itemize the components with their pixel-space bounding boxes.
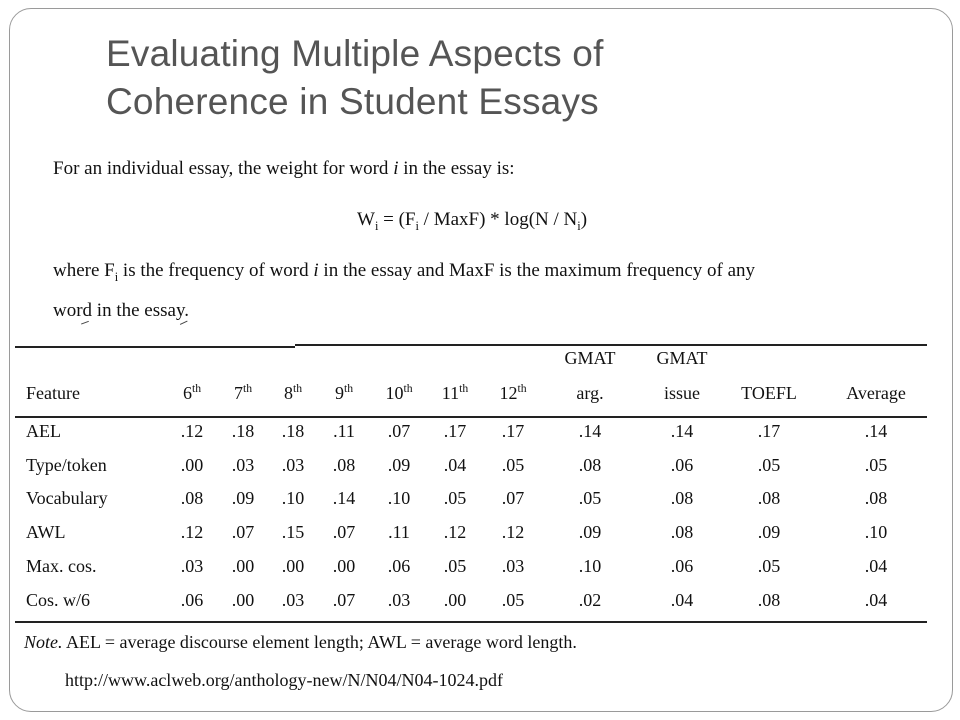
intro-variable: i <box>393 158 399 179</box>
where-line-2: word in the essay. <box>53 300 189 321</box>
where-sub: i <box>114 269 119 284</box>
weight-formula <box>357 209 587 231</box>
table-row-label: Vocabulary <box>26 488 108 509</box>
formula-f-sub: i <box>415 218 419 233</box>
table-cell: .12 <box>180 421 204 441</box>
table-cell: .09 <box>578 522 602 543</box>
table-cell: .07 <box>332 589 356 610</box>
intro-sentence <box>53 158 515 180</box>
table-cell: .00 <box>180 454 204 475</box>
table-cell: .12 <box>501 522 525 543</box>
table-row-label: AEL <box>26 421 61 441</box>
table-cell: .08 <box>578 454 602 475</box>
table-cell: .14 <box>670 421 694 441</box>
table-cell: .05 <box>578 488 602 509</box>
table-header-cell: Average <box>846 383 906 403</box>
table-cell: .17 <box>757 421 781 441</box>
table-cell: .03 <box>231 454 255 475</box>
intro-text-b: in the essay is: <box>398 158 515 179</box>
table-header-cell: 11th <box>441 382 469 403</box>
table-cell: .04 <box>864 589 888 610</box>
formula-n-sub: i <box>577 218 581 233</box>
table-row-label: Max. cos. <box>26 555 97 576</box>
where-text-a: where F <box>53 260 115 281</box>
table-header-cell: TOEFL <box>741 383 797 403</box>
table-header-cell: 7th <box>233 382 253 403</box>
note-text: AEL = average discourse element length; AWL = average word length. <box>62 632 577 652</box>
where-line-1 <box>53 260 755 282</box>
table-cell: .14 <box>578 421 602 441</box>
table-cell: .02 <box>578 589 602 610</box>
slide-title-line-1: Evaluating Multiple Aspects of <box>106 33 604 74</box>
table-cell: .08 <box>332 454 356 475</box>
table-cell: .10 <box>387 488 411 509</box>
table-cell: .04 <box>864 555 888 576</box>
table-header-top: GMAT <box>656 348 708 368</box>
table-cell: .08 <box>670 522 694 543</box>
intro-text-a: For an individual essay, the weight for word <box>53 158 394 179</box>
formula-end: ) <box>580 209 588 230</box>
table-cell: .05 <box>864 454 888 475</box>
table-cell: .05 <box>443 488 467 509</box>
formula-lhs: W <box>357 209 375 230</box>
table-cell: .17 <box>501 421 525 441</box>
table-cell: .03 <box>180 555 204 576</box>
table-cell: .05 <box>501 589 525 610</box>
table-row-label: AWL <box>26 522 66 543</box>
formula-lhs-sub: i <box>374 218 379 233</box>
table-cell: .03 <box>281 454 305 475</box>
table-cell: .05 <box>501 454 525 475</box>
table-cell: .07 <box>387 421 411 441</box>
table-note <box>24 632 577 653</box>
table-header-top: GMAT <box>564 348 616 368</box>
table-cell: .00 <box>332 555 356 576</box>
table-cell: .00 <box>281 555 305 576</box>
table-cell: .14 <box>864 421 888 441</box>
table-cell: .12 <box>443 522 467 543</box>
table-cell: .09 <box>231 488 255 509</box>
table-cell: .10 <box>281 488 305 509</box>
table-header-cell: 10th <box>385 382 413 403</box>
table-cell: .07 <box>231 522 255 543</box>
table-cell: .10 <box>578 555 602 576</box>
table-cell: .07 <box>501 488 525 509</box>
table-cell: .05 <box>443 555 467 576</box>
formula-eq: = (F <box>378 209 416 230</box>
table-cell: .04 <box>670 589 694 610</box>
table-cell: .08 <box>180 488 204 509</box>
table-cell: .18 <box>231 421 255 441</box>
table-row-label: Cos. w/6 <box>26 589 91 610</box>
table-header-cell: arg. <box>576 383 604 403</box>
table-cell: .14 <box>332 488 356 509</box>
table-cell: .18 <box>281 421 305 441</box>
table-rule-bottom <box>15 621 927 623</box>
table-cell: .05 <box>757 555 781 576</box>
note-label: Note. <box>24 632 63 652</box>
table-cell: .00 <box>231 589 255 610</box>
table-header-cell: 8th <box>283 382 303 403</box>
table-cell: .06 <box>670 454 694 475</box>
table-cell: .04 <box>443 454 467 475</box>
table-cell: .11 <box>388 522 410 543</box>
table-cell: .03 <box>281 589 305 610</box>
formula-mid: / MaxF) * log(N / N <box>418 209 578 230</box>
table-cell: .06 <box>180 589 204 610</box>
table-header-cell: issue <box>664 383 700 403</box>
table-header-cell: 6th <box>182 382 202 403</box>
table-rule-top <box>295 344 927 346</box>
table-header-cell: 9th <box>334 382 354 403</box>
table-rule-left <box>15 346 295 348</box>
where-text-c: in the essay and MaxF is the maximum frequency of any <box>318 260 756 281</box>
table-cell: .00 <box>443 589 467 610</box>
table-cell: .07 <box>332 522 356 543</box>
slide-title-line-2: Coherence in Student Essays <box>106 81 599 122</box>
table-cell: .12 <box>180 522 204 543</box>
table-cell: .05 <box>757 454 781 475</box>
table-cell: .11 <box>333 421 355 441</box>
where-variable: i <box>313 260 319 281</box>
table-cell: .08 <box>864 488 888 509</box>
table-cell: .17 <box>443 421 467 441</box>
table-row-label: Type/token <box>26 454 107 475</box>
table-cell: .09 <box>387 454 411 475</box>
table-cell: .03 <box>387 589 411 610</box>
table-cell: .08 <box>670 488 694 509</box>
table-cell: .03 <box>501 555 525 576</box>
table-cell: .00 <box>231 555 255 576</box>
where-text-b: is the frequency of word <box>118 260 314 281</box>
table-cell: .06 <box>670 555 694 576</box>
table-cell: .08 <box>757 589 781 610</box>
table-cell: .09 <box>757 522 781 543</box>
table-rule-header <box>15 416 927 418</box>
table-header-cell: Feature <box>26 383 80 403</box>
source-url: http://www.aclweb.org/anthology-new/N/N04/N04-1024.pdf <box>65 670 503 690</box>
table-cell: .06 <box>387 555 411 576</box>
table-cell: .15 <box>281 522 305 543</box>
table-cell: .10 <box>864 522 888 543</box>
table-cell: .08 <box>757 488 781 509</box>
slide-title <box>106 30 926 126</box>
table-header-cell: 12th <box>499 382 527 403</box>
